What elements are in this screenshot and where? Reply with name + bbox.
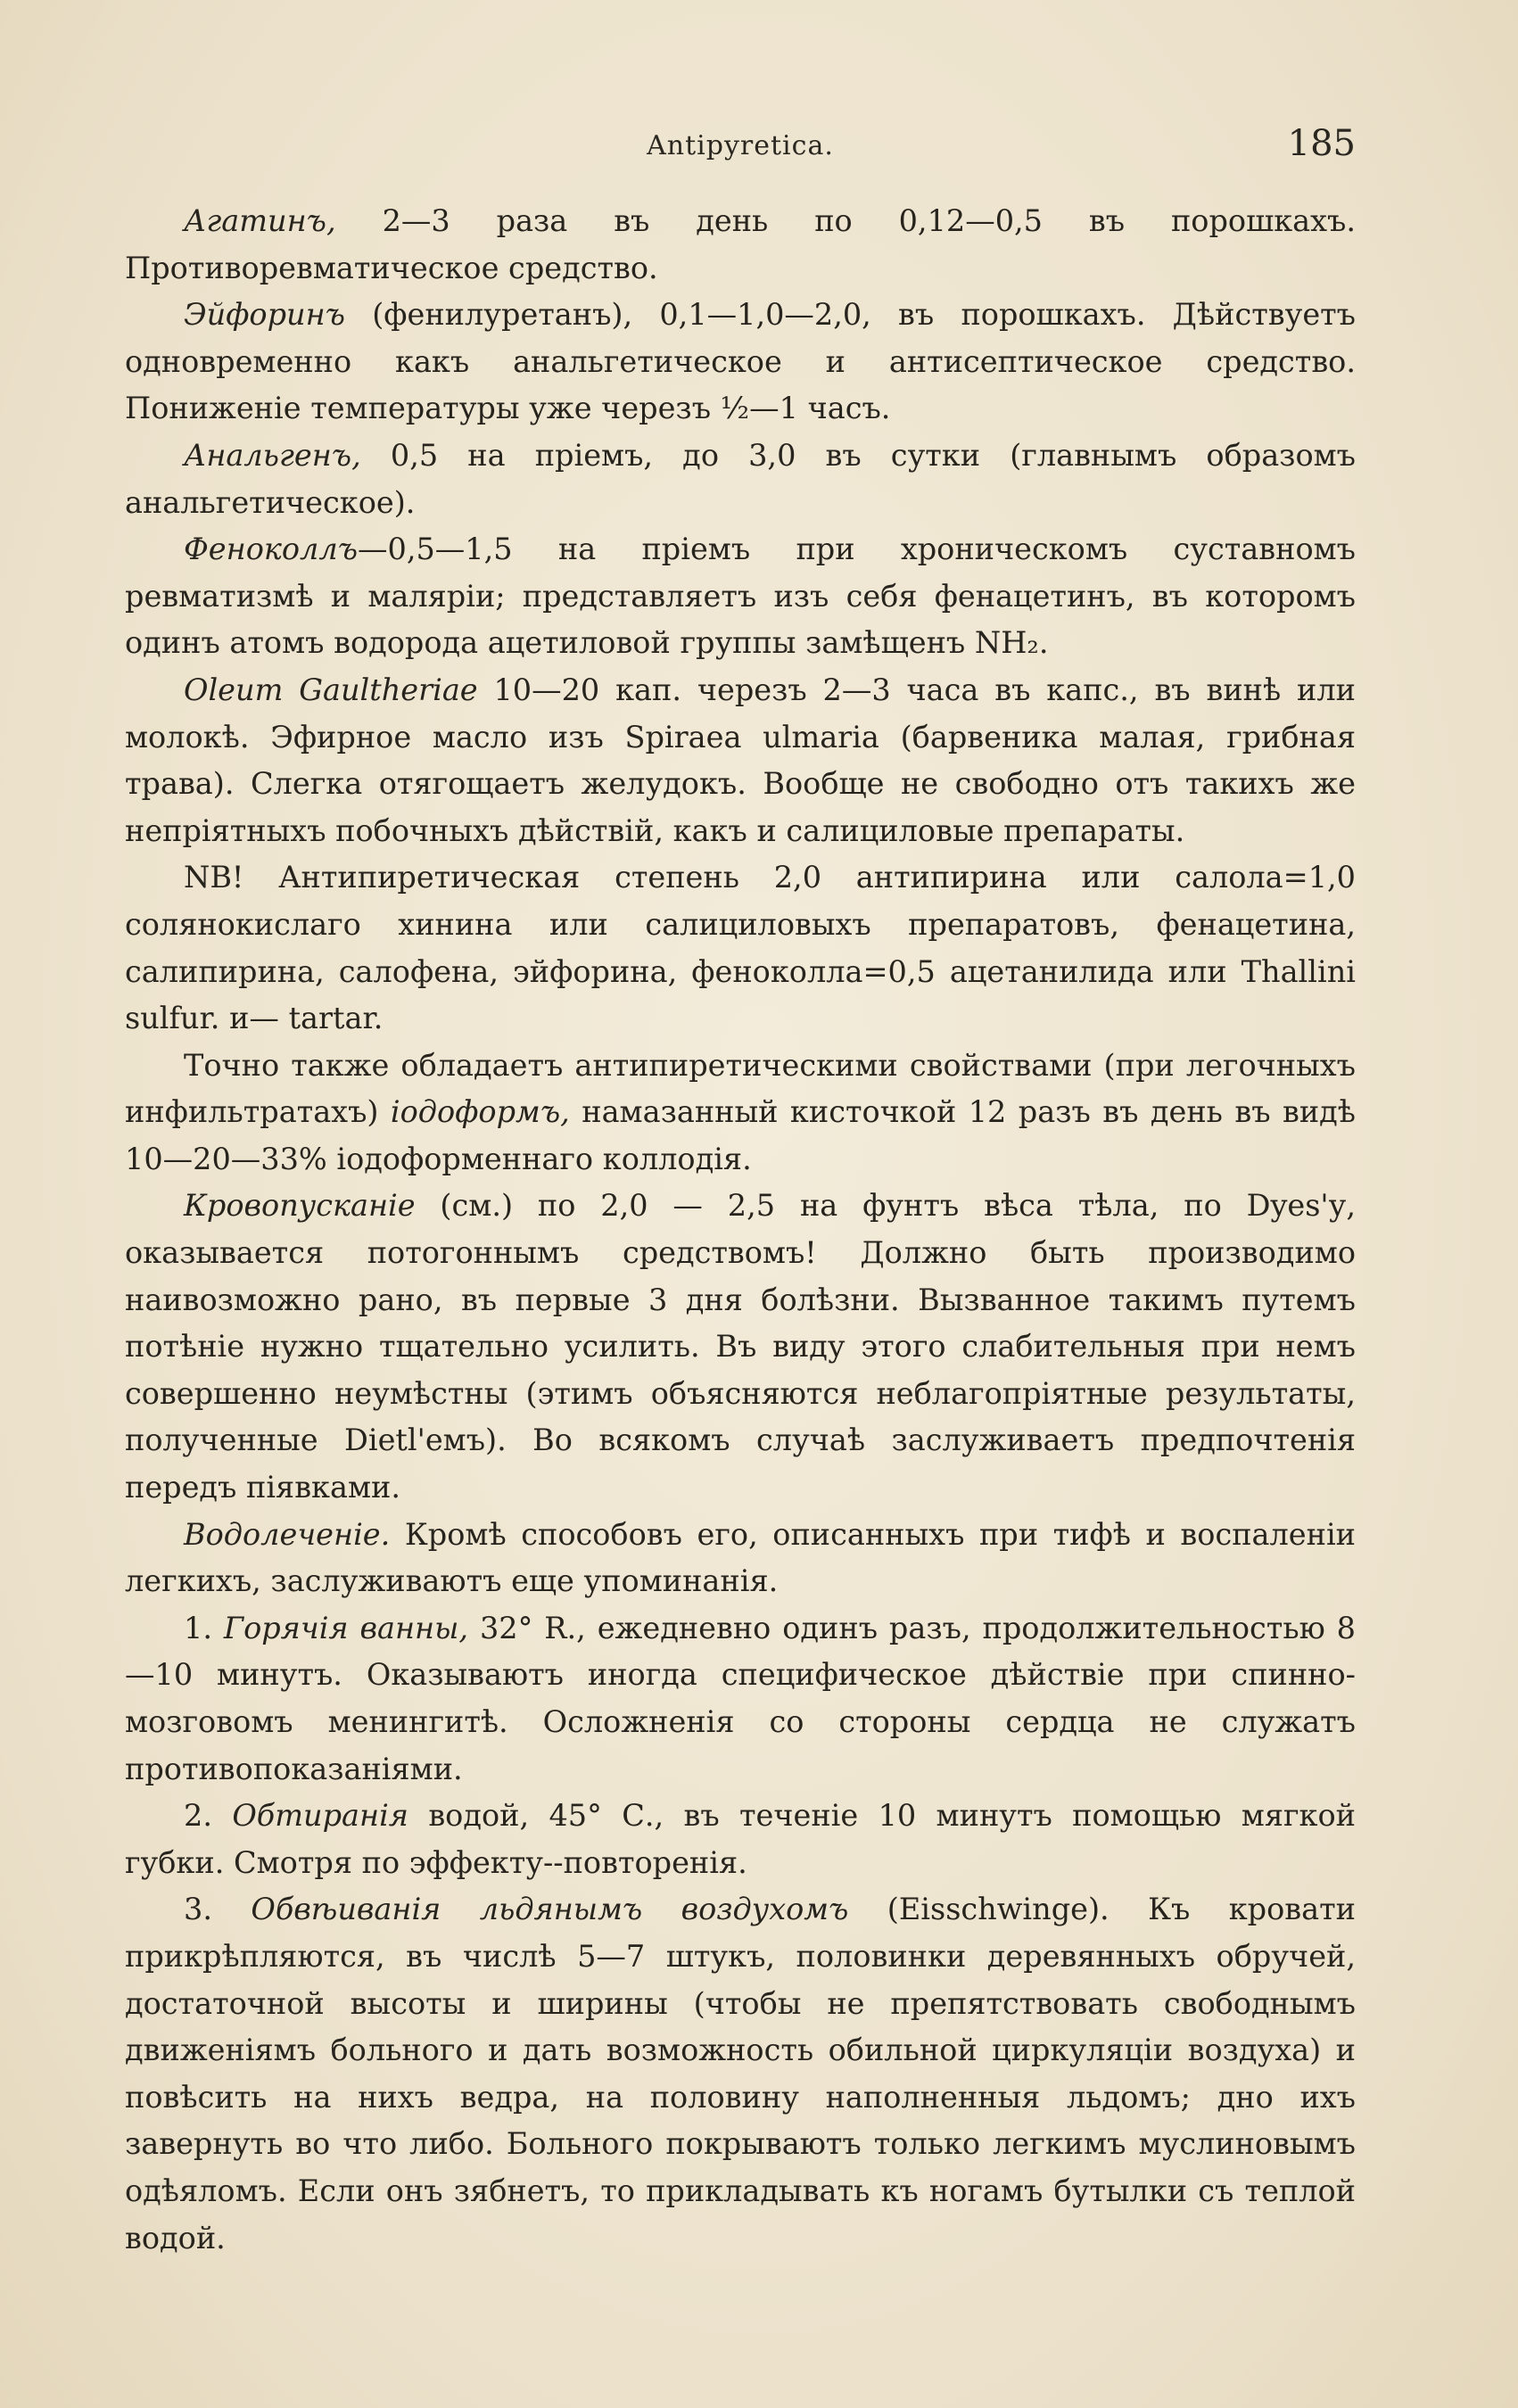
body-text bbox=[125, 198, 1356, 2262]
drug-term: Анальгенъ, bbox=[184, 437, 361, 473]
page-number: 185 bbox=[1287, 123, 1356, 164]
paragraph-euphorin bbox=[125, 292, 1356, 433]
paragraph-bloodletting bbox=[125, 1183, 1356, 1511]
paragraph-ice-air bbox=[125, 1886, 1356, 2262]
treatment-term: Горячія ванны, bbox=[223, 1610, 469, 1645]
paragraph-text: (фенилуретанъ), 0,1—1,0—2,0, въ порошкахъ. Дѣйствуетъ одновременно какъ анальгетическое и антисептическое средство. Пониженіе температуры уже черезъ ½—1 часъ. bbox=[125, 297, 1356, 426]
paragraph-text: водой, 45° С., въ теченіе 10 минутъ помощью мягкой губки. Смотря по эффекту--повторенія. bbox=[125, 1798, 1356, 1880]
treatment-term: Обтиранія bbox=[232, 1798, 408, 1834]
drug-term: іодоформъ, bbox=[390, 1094, 570, 1130]
paragraph-text: 10—20 кап. черезъ 2—3 часа въ капс., въ винѣ или молокѣ. Эфирное масло изъ Spiraea ulmaria (барвеника малая, грибная трава). Слегка отягощаетъ желудокъ. Вообще не свободно отъ такихъ же непріятныхъ побочныхъ дѣйствій, какъ и салициловые препараты. bbox=[125, 672, 1356, 848]
treatment-term: Водолеченіе. bbox=[184, 1516, 391, 1552]
drug-term: Эйфоринъ bbox=[184, 297, 346, 333]
treatment-term: Обвѣиванія льдянымъ воздухомъ bbox=[251, 1892, 849, 1927]
list-number: 3. bbox=[184, 1892, 252, 1927]
paragraph-text: NB! Антипиретическая степень 2,0 антипирина или салола=1,0 солянокислаго хинина или салициловыхъ препаратовъ, фенацетина, салипирина, салофена, эйфорина, феноколла=0,5 ацетанилида или Thallini sulfur. и— tartar. bbox=[125, 860, 1356, 1036]
paragraph-hydrotherapy bbox=[125, 1512, 1356, 1605]
paragraph-phenocoll bbox=[125, 526, 1356, 667]
paragraph-analgen bbox=[125, 433, 1356, 526]
list-number: 2. bbox=[184, 1798, 233, 1834]
drug-term: Феноколлъ bbox=[184, 532, 359, 567]
paragraph-text: 32° R., ежедневно одинъ разъ, продолжительностью 8—10 минутъ. Оказываютъ иногда специфическое дѣйствіе при спинно-мозговомъ менингитѣ. Осложненія со стороны сердца не служатъ противопоказаніями. bbox=[125, 1610, 1356, 1786]
paragraph-text: 0,5 на пріемъ, до 3,0 въ сутки (главнымъ образомъ анальгетическое). bbox=[125, 437, 1356, 520]
paragraph-iodoform bbox=[125, 1043, 1356, 1183]
paragraph-nb-note bbox=[125, 854, 1356, 1042]
running-head: Antipyretica. bbox=[647, 130, 834, 161]
paragraph-rubdowns bbox=[125, 1793, 1356, 1886]
paragraph-text: 2—3 раза въ день по 0,12—0,5 въ порошкахъ. Противоревматическое средство. bbox=[125, 203, 1356, 285]
paragraph-oleum-gaultheriae bbox=[125, 667, 1356, 854]
drug-term: Oleum Gaultheriae bbox=[184, 672, 478, 707]
paragraph-pre: Точно также обладаетъ антипиретическими свойствами (при легочныхъ инфильтратахъ) bbox=[125, 1047, 1356, 1130]
paragraph-text: (Eisschwinge). Къ кровати прикрѣпляются, въ числѣ 5—7 штукъ, половинки деревянныхъ обручей, достаточной высоты и ширины (чтобы не препятствовать свободнымъ движеніямъ больного и дать возможность обильной циркуляціи воздуха) и повѣсить на нихъ ведра, на половину наполненныя льдомъ; дно ихъ завернуть во что либо. Больного покрываютъ только легкимъ муслиновымъ одѣяломъ. Если онъ зябнетъ, то прикладывать къ ногамъ бутылки съ теплой водой. bbox=[125, 1892, 1356, 2255]
paragraph-hot-baths bbox=[125, 1605, 1356, 1793]
paragraph-text: Кромѣ способовъ его, описанныхъ при тифѣ и воспаленіи легкихъ, заслуживаютъ еще упоминанія. bbox=[125, 1516, 1356, 1599]
paragraph-text: —0,5—1,5 на пріемъ при хроническомъ суставномъ ревматизмѣ и маляріи; представляетъ изъ себя фенацетинъ, въ которомъ одинъ атомъ водорода ацетиловой группы замѣщенъ NH₂. bbox=[125, 532, 1356, 661]
paragraph-text: (см.) по 2,0 — 2,5 на фунтъ вѣса тѣла, по Dyes'у, оказывается потогоннымъ средствомъ! Должно быть производимо наивозможно рано, въ первые 3 дня болѣзни. Вызванное такимъ путемъ потѣніе нужно тщательно усилить. Въ виду этого слабительныя при немъ совершенно неумѣстны (этимъ объясняются неблагопріятные результаты, полученные Dietl'емъ). Во всякомъ случаѣ заслуживаетъ предпочтенія передъ піявками. bbox=[125, 1188, 1356, 1505]
paragraph-text: намазанный кисточкой 12 разъ въ день въ видѣ 10—20—33% іодоформеннаго коллодія. bbox=[125, 1094, 1357, 1176]
treatment-term: Кровопусканіе bbox=[184, 1188, 416, 1224]
list-number: 1. bbox=[184, 1610, 224, 1645]
drug-term: Агатинъ, bbox=[184, 203, 336, 238]
paragraph-agatin bbox=[125, 198, 1356, 292]
page-header bbox=[125, 123, 1356, 177]
